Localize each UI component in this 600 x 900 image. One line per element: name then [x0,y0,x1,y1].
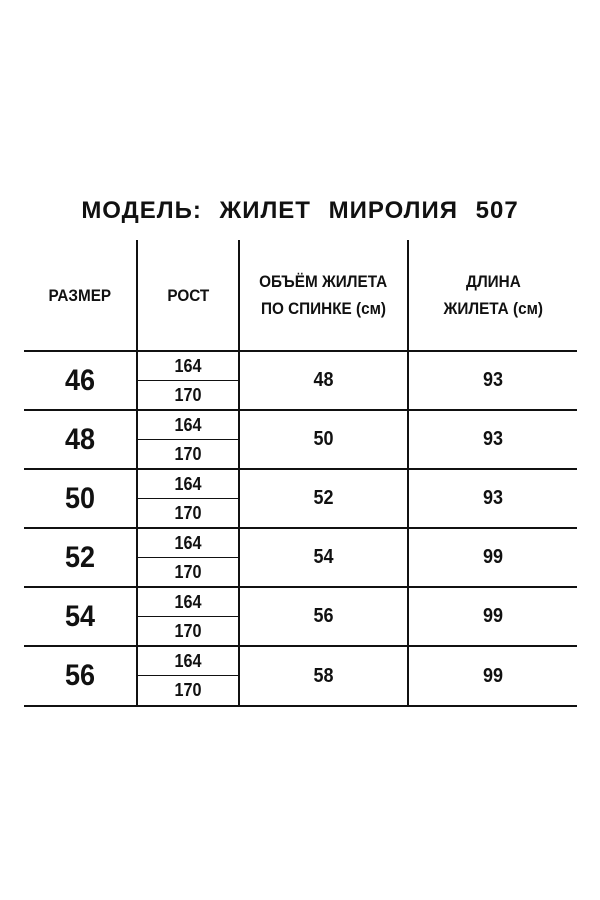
size-value: 56 [64,659,96,692]
header-length-line1: ДЛИНА [465,272,521,291]
height-170: 170 [174,680,202,700]
volume-value: 54 [313,546,334,568]
page-title: МОДЕЛЬ: ЖИЛЕТ МИРОЛИЯ 507 [81,197,519,224]
length-value: 99 [482,546,504,568]
header-volume-line2: ПО СПИНКЕ (см) [260,299,387,318]
length-value: 93 [482,487,504,509]
length-value: 93 [482,369,504,391]
header-height [138,240,238,350]
size-value: 46 [64,363,96,397]
header-height-label: РОСТ [167,285,209,305]
size-value: 48 [64,422,96,456]
length-value: 99 [482,664,504,687]
height-170: 170 [174,620,202,641]
height-164: 164 [174,473,202,494]
height-170: 170 [174,561,202,582]
height-164: 164 [174,650,202,671]
size-value: 52 [64,540,96,574]
size-value: 50 [64,481,96,515]
volume-value: 58 [313,664,334,687]
header-volume-line1: ОБЪЁМ ЖИЛЕТА [259,272,388,291]
length-value: 99 [482,605,504,627]
height-164: 164 [174,355,202,376]
height-170: 170 [174,384,202,405]
header-volume [240,240,407,350]
size-table [24,240,577,707]
height-170: 170 [174,443,202,464]
table-bottom-border [24,705,577,707]
height-170: 170 [174,502,202,523]
height-164: 164 [174,532,202,553]
size-value: 54 [64,599,96,633]
header-length-line2: ЖИЛЕТА (см) [443,299,543,318]
height-164: 164 [174,414,202,435]
height-164: 164 [174,591,202,612]
volume-value: 48 [313,369,334,391]
header-length [409,240,577,350]
header-size [24,240,136,350]
length-value: 93 [482,428,504,450]
volume-value: 50 [313,428,334,450]
volume-value: 52 [313,487,334,509]
header-size-label: РАЗМЕР [48,285,112,305]
volume-value: 56 [313,605,334,627]
